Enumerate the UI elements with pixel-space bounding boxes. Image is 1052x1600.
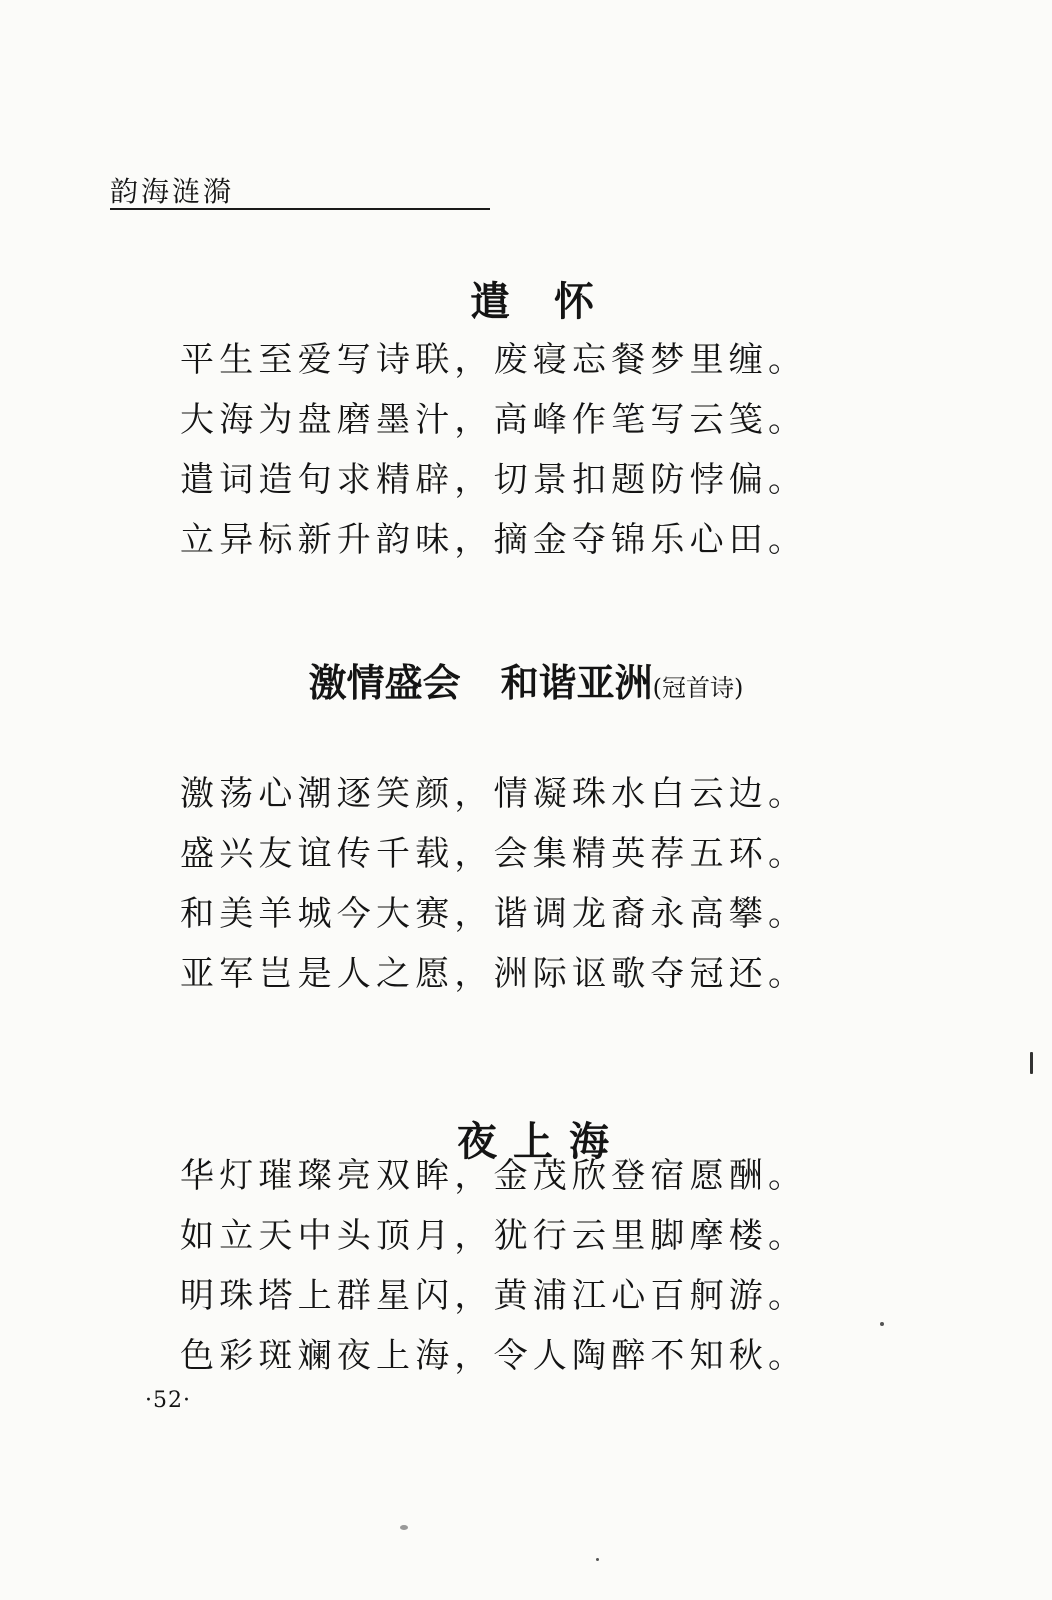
scan-speck [1030, 1052, 1033, 1074]
poem-1-line-3: 遣词造句求精辟，切景扣题防悖偏。 [180, 460, 808, 500]
scan-speck [400, 1525, 408, 1530]
poem-1-body [180, 331, 1040, 571]
running-header [110, 168, 490, 210]
poem-1-line-4: 立异标新升韵味，摘金夺锦乐心田。 [180, 520, 808, 560]
poem-title-2-note: (冠首诗) [652, 674, 744, 702]
poem-1-line-1: 平生至爱写诗联，废寝忘餐梦里缠。 [180, 340, 808, 380]
poem-2-line-1: 激荡心潮逐笑颜，情凝珠水白云边。 [180, 774, 808, 814]
poem-title-2-part-2: 和谐亚洲 [500, 660, 653, 705]
poem-2-body [180, 765, 1040, 1005]
poem-2-line-3: 和美羊城今大赛，谐调龙裔永高攀。 [180, 894, 808, 934]
poem-2-line-2: 盛兴友谊传千载，会集精英荐五环。 [180, 834, 808, 874]
poem-title-1-part-1: 遣 [470, 278, 510, 325]
running-header-title: 韵海涟漪 [110, 175, 235, 208]
poem-1-line-2: 大海为盘磨墨汁，高峰作笔写云笺。 [180, 400, 808, 440]
poem-2-line-4: 亚军岂是人之愿，洲际讴歌夺冠还。 [180, 954, 808, 994]
page-number: ·52· [145, 1388, 191, 1413]
poem-3-line-2: 如立天中头顶月，犹行云里脚摩楼。 [180, 1216, 808, 1256]
poem-title-2 [0, 652, 1052, 707]
poem-3-line-1: 华灯璀璨亮双眸，金茂欣登宿愿酬。 [180, 1156, 808, 1196]
poem-3-body [180, 1147, 1040, 1387]
poem-title-1-part-2: 怀 [554, 278, 594, 325]
scan-speck [880, 1322, 884, 1326]
poem-title-3-part-2: 上 [513, 1118, 553, 1165]
poem-title-2-part-1: 激情盛会 [308, 660, 461, 705]
poem-3-line-4: 色彩斑斓夜上海，令人陶醉不知秋。 [180, 1336, 808, 1376]
poem-3-line-3: 明珠塔上群星闪，黄浦江心百舸游。 [180, 1276, 808, 1316]
poem-title-3-part-3: 海 [569, 1118, 609, 1165]
poem-title-1 [0, 270, 1052, 327]
scan-speck [596, 1558, 599, 1561]
poem-title-3-part-1: 夜 [457, 1118, 497, 1165]
